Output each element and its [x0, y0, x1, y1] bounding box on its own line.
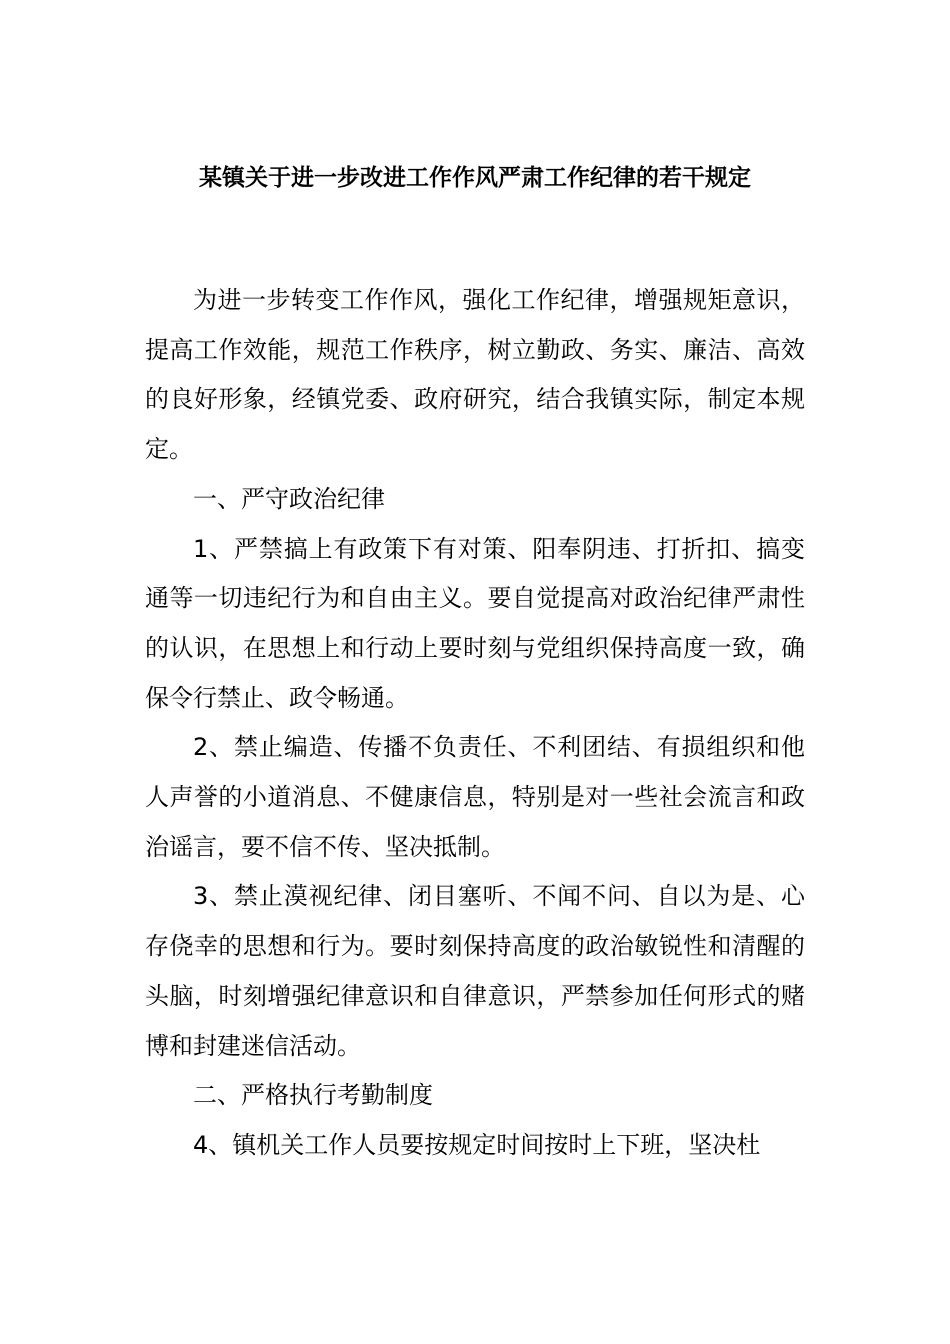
clause-2: 2、禁止编造、传播不负责任、不利团结、有损组织和他人声誉的小道消息、不健康信息，特别是对一些社会流言和政治谣言，要不信不传、坚决抵制。 [145, 733, 805, 861]
document-title: 某镇关于进一步改进工作作风严肃工作纪律的若干规定 [199, 165, 751, 191]
intro-paragraph: 为进一步转变工作作风，强化工作纪律，增强规矩意识，提高工作效能，规范工作秩序，树立勤政、务实、廉洁、高效的良好形象，经镇党委、政府研究，结合我镇实际，制定本规定。 [145, 286, 805, 464]
section-heading-2: 二、严格执行考勤制度 [193, 1081, 433, 1110]
section-heading-1: 一、严守政治纪律 [193, 484, 385, 513]
clause-3: 3、禁止漠视纪律、闭目塞听、不闻不问、自以为是、心存侥幸的思想和行为。要时刻保持高度的政治敏锐性和清醒的头脑，时刻增强纪律意识和自律意识，严禁参加任何形式的赌博和封建迷信活动。 [145, 882, 805, 1060]
clause-4: 4、镇机关工作人员要按规定时间按时上下班，坚决杜 [193, 1130, 761, 1159]
document-body [145, 276, 805, 1171]
clause-1: 1、严禁搞上有政策下有对策、阳奉阴违、打折扣、搞变通等一切违纪行为和自由主义。要自觉提高对政治纪律严肃性的认识，在思想上和行动上要时刻与党组织保持高度一致，确保令行禁止、政令畅通。 [145, 534, 805, 712]
